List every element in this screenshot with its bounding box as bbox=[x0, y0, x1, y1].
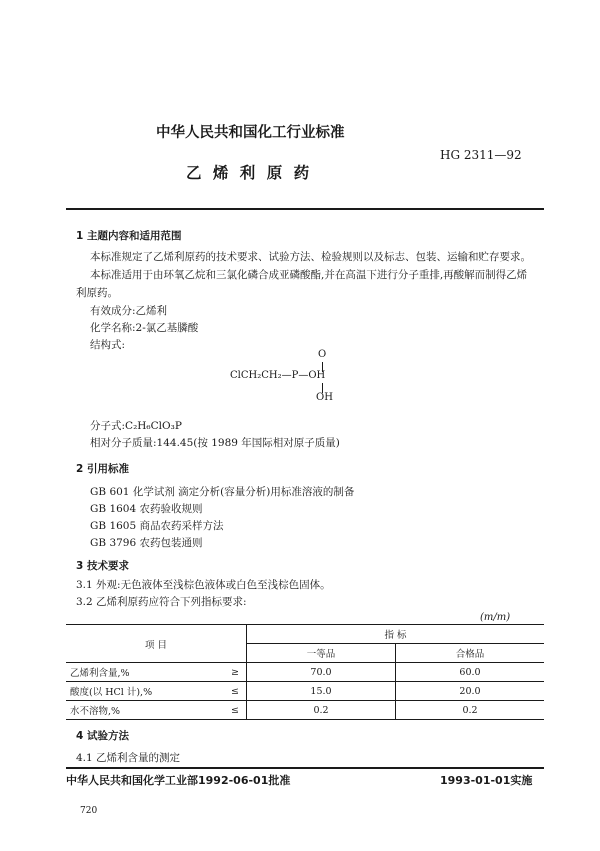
row-name: 酸度(以 HCl 计),% bbox=[66, 682, 224, 701]
structure-label: 结构式: bbox=[90, 339, 126, 351]
section1-para1: 本标准规定了乙烯利原药的技术要求、试验方法、检验规则以及标志、包装、运输和贮存要求。 bbox=[90, 251, 531, 263]
row-first-value: 15.0 bbox=[247, 682, 396, 701]
row-name: 乙烯利含量,% bbox=[66, 663, 224, 682]
spec-table bbox=[66, 624, 544, 720]
row-ok-value: 60.0 bbox=[396, 663, 545, 682]
active-ingredient: 有效成分:乙烯利 bbox=[90, 305, 168, 317]
row-symbol: ≥ bbox=[224, 663, 247, 682]
ref-gb1605: GB 1605 商品农药采样方法 bbox=[90, 520, 224, 532]
col-qualified: 合格品 bbox=[396, 644, 545, 663]
section3-heading: 3 技术要求 bbox=[76, 560, 129, 572]
structure-hydroxyl: OH bbox=[316, 392, 333, 403]
section2-heading: 2 引用标准 bbox=[76, 463, 129, 475]
section1-para2-line2: 利原药。 bbox=[76, 287, 118, 299]
row-ok-value: 0.2 bbox=[396, 701, 545, 720]
footer-rule bbox=[66, 767, 544, 769]
unit-label: (m/m) bbox=[480, 612, 511, 623]
structure-chain: ClCH₂CH₂—P—OH bbox=[230, 370, 326, 381]
row-first-value: 70.0 bbox=[247, 663, 396, 682]
col-first-grade: 一等品 bbox=[247, 644, 396, 663]
item-3-2: 3.2 乙烯利原药应符合下列指标要求: bbox=[76, 596, 247, 608]
table-row bbox=[66, 663, 544, 682]
item-4-1: 4.1 乙烯利含量的测定 bbox=[76, 752, 181, 764]
item-3-1: 3.1 外观:无色液体至浅棕色液体或白色至浅棕色固体。 bbox=[76, 579, 331, 591]
ref-gb3796: GB 3796 农药包装通则 bbox=[90, 537, 203, 549]
section4-heading: 4 试验方法 bbox=[76, 730, 129, 742]
row-symbol: ≤ bbox=[224, 682, 247, 701]
molecular-formula: 分子式:C₂H₆ClO₃P bbox=[90, 420, 182, 432]
chemical-name: 化学名称:2-氯乙基膦酸 bbox=[90, 322, 199, 334]
page-number: 720 bbox=[80, 806, 98, 816]
standard-code: HG 2311—92 bbox=[440, 148, 522, 162]
doc-title: 乙 烯 利 原 药 bbox=[186, 164, 313, 182]
effective-date: 1993-01-01实施 bbox=[440, 774, 533, 787]
section1-heading: 1 主题内容和适用范围 bbox=[76, 230, 182, 242]
row-first-value: 0.2 bbox=[247, 701, 396, 720]
table-header-row bbox=[66, 625, 544, 644]
row-ok-value: 20.0 bbox=[396, 682, 545, 701]
org-title: 中华人民共和国化工行业标准 bbox=[156, 125, 345, 141]
structure-oxygen: O bbox=[318, 349, 327, 360]
header-rule bbox=[66, 208, 544, 210]
table-row bbox=[66, 701, 544, 720]
row-name: 水不溶物,% bbox=[66, 701, 224, 720]
table-row bbox=[66, 682, 544, 701]
ref-gb601: GB 601 化学试剂 滴定分析(容量分析)用标准溶液的制备 bbox=[90, 486, 355, 498]
row-symbol: ≤ bbox=[224, 701, 247, 720]
molecular-weight: 相对分子质量:144.45(按 1989 年国际相对原子质量) bbox=[90, 437, 340, 449]
ref-gb1604: GB 1604 农药验收规则 bbox=[90, 503, 203, 515]
approval-note: 中华人民共和国化学工业部1992-06-01批准 bbox=[66, 774, 291, 787]
col-item-header: 项 目 bbox=[66, 625, 247, 663]
col-index-header: 指 标 bbox=[247, 625, 545, 644]
section1-para2-line1: 本标准适用于由环氧乙烷和三氯化磷合成亚磷酸酯,并在高温下进行分子重排,再酸解而制得乙烯 bbox=[90, 269, 528, 281]
